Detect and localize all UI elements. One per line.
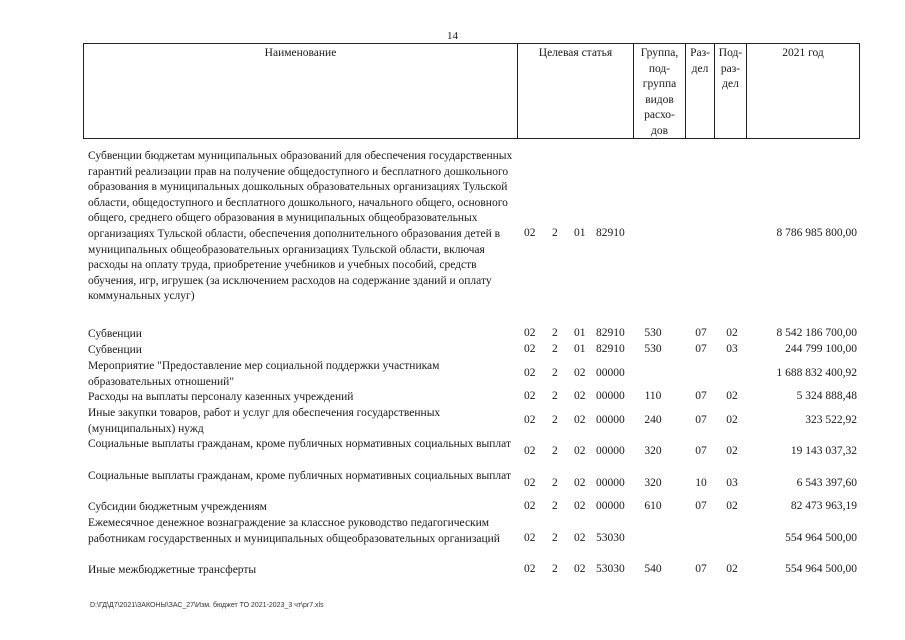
header-subsection-line: Под- bbox=[718, 47, 743, 59]
row-amount: 323 522,92 bbox=[805, 414, 857, 426]
row-group: 320 bbox=[644, 477, 662, 489]
row-code-event: 01 bbox=[574, 343, 586, 355]
row-code-type: 2 bbox=[552, 343, 558, 355]
row-amount: 554 964 500,00 bbox=[785, 532, 857, 544]
row-amount: 19 143 037,32 bbox=[790, 445, 857, 457]
row-code-direction: 82910 bbox=[596, 327, 625, 339]
row-code-type: 2 bbox=[552, 477, 558, 489]
row-code-type: 2 bbox=[552, 227, 558, 239]
row-code-event: 02 bbox=[574, 390, 586, 402]
row-section: 07 bbox=[695, 343, 707, 355]
row-name: Расходы на выплаты персоналу казенных учреждений bbox=[88, 391, 354, 403]
row-code-type: 2 bbox=[552, 367, 558, 379]
header-subsection-line: раз- bbox=[720, 62, 741, 75]
row-code-event: 02 bbox=[574, 445, 586, 457]
row-code-type: 2 bbox=[552, 563, 558, 575]
header-group-line: расхо- bbox=[644, 109, 675, 122]
row-code-type: 2 bbox=[552, 500, 558, 512]
row-name: Мероприятие "Предоставление мер социальной поддержки участникам образовательных отношений" bbox=[88, 360, 440, 388]
row-code-direction: 00000 bbox=[596, 500, 625, 512]
row-code-type: 2 bbox=[552, 414, 558, 426]
header-name-label: Наименование bbox=[264, 47, 337, 59]
row-subsection: 02 bbox=[726, 390, 738, 402]
row-code-event: 01 bbox=[574, 227, 586, 239]
row-code-type: 2 bbox=[552, 532, 558, 544]
row-subsection: 02 bbox=[726, 445, 738, 457]
row-subsection: 02 bbox=[726, 500, 738, 512]
row-code-program: 02 bbox=[524, 343, 536, 355]
row-code-program: 02 bbox=[524, 414, 536, 426]
row-code-direction: 00000 bbox=[596, 477, 625, 489]
row-group: 320 bbox=[644, 445, 662, 457]
row-section: 07 bbox=[695, 390, 707, 402]
header-section-line: Раз- bbox=[690, 47, 710, 59]
row-code-type: 2 bbox=[552, 390, 558, 402]
row-code-event: 01 bbox=[574, 327, 586, 339]
row-code-program: 02 bbox=[524, 367, 536, 379]
row-code-direction: 82910 bbox=[596, 343, 625, 355]
header-group bbox=[633, 44, 685, 139]
header-subsection bbox=[714, 44, 746, 139]
row-name: Субсидии бюджетным учреждениям bbox=[88, 501, 267, 513]
row-code-direction: 00000 bbox=[596, 445, 625, 457]
row-code-program: 02 bbox=[524, 477, 536, 489]
row-code-program: 02 bbox=[524, 532, 536, 544]
row-group: 530 bbox=[644, 327, 662, 339]
header-year bbox=[746, 44, 860, 139]
row-amount: 8 786 985 800,00 bbox=[776, 227, 857, 239]
row-name: Субвенции bbox=[88, 344, 142, 356]
row-code-program: 02 bbox=[524, 227, 536, 239]
row-amount: 5 324 888,48 bbox=[796, 390, 857, 402]
row-section: 07 bbox=[695, 500, 707, 512]
row-code-direction: 00000 bbox=[596, 390, 625, 402]
row-code-event: 02 bbox=[574, 532, 586, 544]
row-code-event: 02 bbox=[574, 563, 586, 575]
row-code-program: 02 bbox=[524, 445, 536, 457]
row-name: Социальные выплаты гражданам, кроме публичных нормативных социальных выплат bbox=[88, 438, 511, 450]
row-group: 110 bbox=[644, 390, 662, 402]
row-code-program: 02 bbox=[524, 327, 536, 339]
row-name: Субвенции bbox=[88, 328, 142, 340]
row-amount: 1 688 832 400,92 bbox=[776, 367, 857, 379]
row-subsection: 03 bbox=[726, 477, 738, 489]
row-section: 07 bbox=[695, 563, 707, 575]
row-amount: 6 543 397,60 bbox=[796, 477, 857, 489]
header-target-label: Целевая статья bbox=[538, 47, 613, 59]
row-code-direction: 00000 bbox=[596, 367, 625, 379]
row-code-event: 02 bbox=[574, 367, 586, 379]
row-code-event: 02 bbox=[574, 414, 586, 426]
header-group-line: дов bbox=[650, 124, 669, 137]
row-code-type: 2 bbox=[552, 327, 558, 339]
row-code-program: 02 bbox=[524, 390, 536, 402]
row-section: 10 bbox=[695, 477, 707, 489]
row-group: 240 bbox=[644, 414, 662, 426]
header-subsection-line: дел bbox=[722, 78, 739, 91]
row-subsection: 02 bbox=[726, 414, 738, 426]
header-section-line: дел bbox=[691, 62, 709, 75]
row-code-event: 02 bbox=[574, 477, 586, 489]
header-section bbox=[685, 44, 714, 139]
header-group-line: под- bbox=[648, 62, 671, 75]
row-name: Иные закупки товаров, работ и услуг для обеспечения государственных (муниципальных) нужд bbox=[88, 407, 441, 435]
row-subsection: 02 bbox=[726, 327, 738, 339]
row-name: Иные межбюджетные трансферты bbox=[88, 564, 257, 576]
header-name bbox=[83, 44, 517, 139]
header-group-line: группа bbox=[642, 78, 677, 91]
page-number: 14 bbox=[447, 30, 458, 42]
row-code-program: 02 bbox=[524, 563, 536, 575]
row-code-direction: 00000 bbox=[596, 414, 625, 426]
row-code-direction: 53030 bbox=[596, 532, 625, 544]
file-path-footer: D:\ГД\Д7\2021\ЗАКОНЫ\ЗАС_27\Изм. бюджет ТО 2021-2023_3 чт\pr7.xls bbox=[90, 602, 324, 609]
header-year-label: 2021 год bbox=[782, 47, 824, 59]
header-target bbox=[517, 44, 633, 139]
row-section: 07 bbox=[695, 445, 707, 457]
header-group-line: Группа, bbox=[640, 47, 679, 59]
row-amount: 82 473 963,19 bbox=[790, 500, 857, 512]
row-subsection: 03 bbox=[726, 343, 738, 355]
row-name: Социальные выплаты гражданам, кроме публичных нормативных социальных выплат bbox=[88, 470, 511, 482]
row-subsection: 02 bbox=[726, 563, 738, 575]
row-code-program: 02 bbox=[524, 500, 536, 512]
row-section: 07 bbox=[695, 414, 707, 426]
row-section: 07 bbox=[695, 327, 707, 339]
row-group: 540 bbox=[644, 563, 662, 575]
row-code-type: 2 bbox=[552, 445, 558, 457]
row-code-direction: 53030 bbox=[596, 563, 625, 575]
row-amount: 554 964 500,00 bbox=[785, 563, 857, 575]
row-amount: 244 799 100,00 bbox=[785, 343, 857, 355]
row-name: Ежемесячное денежное вознаграждение за классное руководство педагогическим работникам государственных и муниципальных общеобразовательных организаций bbox=[88, 517, 500, 545]
row-code-event: 02 bbox=[574, 500, 586, 512]
row-name: Субвенции бюджетам муниципальных образований для обеспечения государственных гарантий реализации прав на получение общедоступного и бесплатного дошкольного образования в муниципальных дошкольных образовательных организациях Тульской области, общедоступного и бесплатного дошкольного, начального общего, основного общего, среднего общего образования в муниципальных общеобразовательных организациях Тульской области, обеспечения дополнительного образования детей в муниципальных общеобразовательных организациях Тульской области, включая расходы на оплату труда, приобретение учебников и учебных пособий, средств обучения, игр, игрушек (за исключением расходов на содержание зданий и оплату коммунальных услуг) bbox=[88, 150, 513, 303]
row-code-direction: 82910 bbox=[596, 227, 625, 239]
row-amount: 8 542 186 700,00 bbox=[776, 327, 857, 339]
header-group-line: видов bbox=[645, 93, 674, 106]
row-group: 610 bbox=[644, 500, 662, 512]
row-group: 530 bbox=[644, 343, 662, 355]
